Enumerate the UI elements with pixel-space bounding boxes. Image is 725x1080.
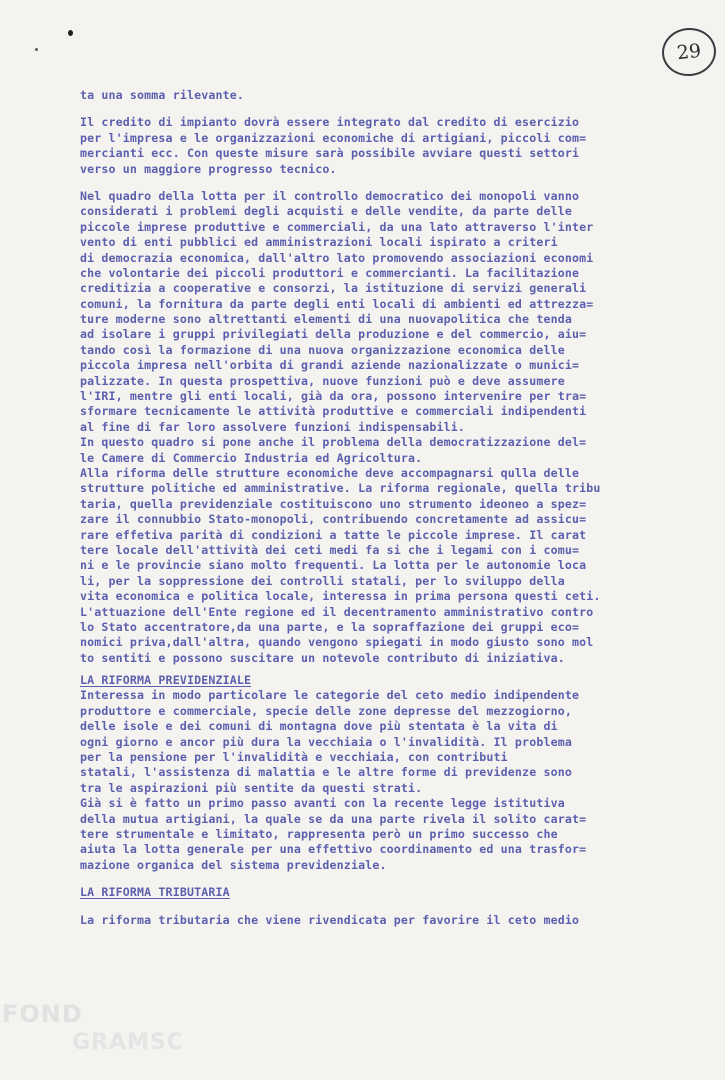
text-line: considerati i problemi degli acquisti e delle vendite, da parte delle (80, 204, 572, 219)
paragraph-monopoli (80, 189, 706, 666)
text-line: creditizia a cooperative e consorzi, la istituzione di servizi generali (80, 281, 587, 296)
text-line: al fine di far loro assolvere funzioni indispensabili. (80, 419, 466, 434)
text-line: piccola impresa nell'orbita di grandi aziende nazionalizzate o munici= (80, 358, 580, 373)
text-line: strutture politiche ed amministrative. La riforma regionale, quella tribu (80, 481, 601, 496)
text-line: verso un maggiore progresso tecnico. (80, 161, 337, 176)
text-line: che volontarie dei piccoli produttori e commercianti. La facilitazione (80, 265, 580, 280)
text-line: piccole imprese produttive e commerciali, da una lato attraverso l'inter (80, 219, 594, 234)
text-line: delle isole e dei comuni di montagna dove più stentata è la vita di (80, 719, 558, 734)
text-line: In questo quadro si pone anche il problema della democratizzazione del= (80, 435, 587, 450)
paragraph-credito (80, 115, 706, 177)
text-line: taria, quella previdenziale costituiscono uno strumento ideoneo a spez= (80, 496, 587, 511)
text-line: tere strumentale e limitato, rappresenta però un primo successo che (80, 826, 558, 841)
text-line: Interessa in modo particolare le categorie del ceto medio indipendente (80, 688, 580, 703)
text-line: Il credito di impianto dovrà essere integrato dal credito di esercizio (80, 115, 580, 130)
text-line: per la pensione per l'invalidità e vecchiaia, con contributi (80, 750, 508, 765)
text-line: di democrazia economica, dall'altro lato promovendo associazioni economi (80, 250, 594, 265)
section-heading-previdenziale: LA RIFORMA PREVIDENZIALE (80, 673, 252, 688)
ink-dot-mark (68, 30, 73, 36)
text-line: vento di enti pubblici ed amministrazioni locali ispirato a criteri (80, 235, 558, 250)
text-line: della mutua artigiani, la quale se da una parte rivela il solito carat= (80, 811, 587, 826)
paragraph-intro (80, 88, 706, 103)
text-line: La riforma tributaria che viene rivendicata per favorire il ceto medio (80, 912, 580, 927)
text-line: sformare tecnicamente le attività produttive e commerciali indipendenti (80, 404, 587, 419)
text-line: ogni giorno e ancor più dura la vecchiaia o l'invalidità. Il problema (80, 734, 572, 749)
text-line: mazione organica del sistema previdenziale. (80, 857, 387, 872)
paragraph-previdenziale (80, 688, 706, 873)
archive-watermark-secondary: GRAMSC (72, 1030, 184, 1055)
text-line: ta una somma rilevante. (80, 88, 244, 102)
text-line: li, per la soppressione dei controlli statali, per lo sviluppo della (80, 573, 565, 588)
text-line: le Camere di Commercio Industria ed Agricoltura. (80, 450, 423, 465)
page-number-stamp (660, 25, 719, 78)
text-line: produttore e commerciale, specie delle zone depresse del mezzogiorno, (80, 703, 572, 718)
text-line: tando così la formazione di una nuova organizzazione economica delle (80, 342, 565, 357)
text-line: l'IRI, mentre gli enti locali, già da ora, possono intervenire per tra= (80, 389, 587, 404)
text-line: Già si è fatto un primo passo avanti con la recente legge istitutiva (80, 796, 565, 811)
text-line: vita economica e politica locale, interessa in prima persona questi ceti. (80, 589, 601, 604)
text-line: Nel quadro della lotta per il controllo democratico dei monopoli vanno (80, 188, 580, 203)
text-line: ture moderne sono altrettanti elementi di una nuovapolitica che tenda (80, 312, 572, 327)
text-line: Alla riforma delle strutture economiche deve accompagnarsi qulla delle (80, 465, 580, 480)
text-line: rare effetiva parità di condizioni a tatte le piccole imprese. Il carat (80, 527, 587, 542)
text-line: tra le aspirazioni più sentite da questi strati. (80, 780, 423, 795)
text-line: comuni, la fornitura da parte degli enti locali di ambienti ed attrezza= (80, 296, 594, 311)
text-line: nomici priva,dall'altra, quando vengono spiegati in modo giusto sono mol (80, 635, 594, 650)
text-line: aiuta la lotta generale per una effettivo coordinamento ed una trasfor= (80, 842, 587, 857)
text-line: tere locale dell'attività dei ceti medi fa si che i legami con i comu= (80, 542, 580, 557)
section-heading-tributaria: LA RIFORMA TRIBUTARIA (80, 885, 230, 900)
text-line: L'attuazione dell'Ente regione ed il decentramento amministrativo contro (80, 604, 594, 619)
text-line: zare il connubbio Stato-monopoli, contribuendo concretamente ad assicu= (80, 512, 587, 527)
text-line: statali, l'assistenza di malattia e le altre forme di previdenze sono (80, 765, 572, 780)
text-line: per l'impresa e le organizzazioni economiche di artigiani, piccoli com= (80, 130, 587, 145)
text-line: lo Stato accentratore,da una parte, e la sopraffazione dei gruppi eco= (80, 619, 580, 634)
paragraph-tributaria (80, 913, 706, 928)
text-line: mercianti ecc. Con queste misure sarà possibile avviare questi settori (80, 146, 580, 161)
archive-watermark: FOND (2, 1000, 83, 1028)
punch-mark (35, 48, 38, 51)
page-number: 29 (675, 39, 703, 65)
text-line: ad isolare i gruppi privilegiati della produzione e del commercio, aiu= (80, 327, 587, 342)
text-line: ni e le provincie siano molto frequenti. La lotta per le autonomie loca (80, 558, 587, 573)
typewritten-body (80, 88, 706, 928)
text-line: palizzate. In questa prospettiva, nuove funzioni può e deve assumere (80, 373, 565, 388)
text-line: to sentiti e possono suscitare un notevole contributo di iniziativa. (80, 650, 565, 665)
